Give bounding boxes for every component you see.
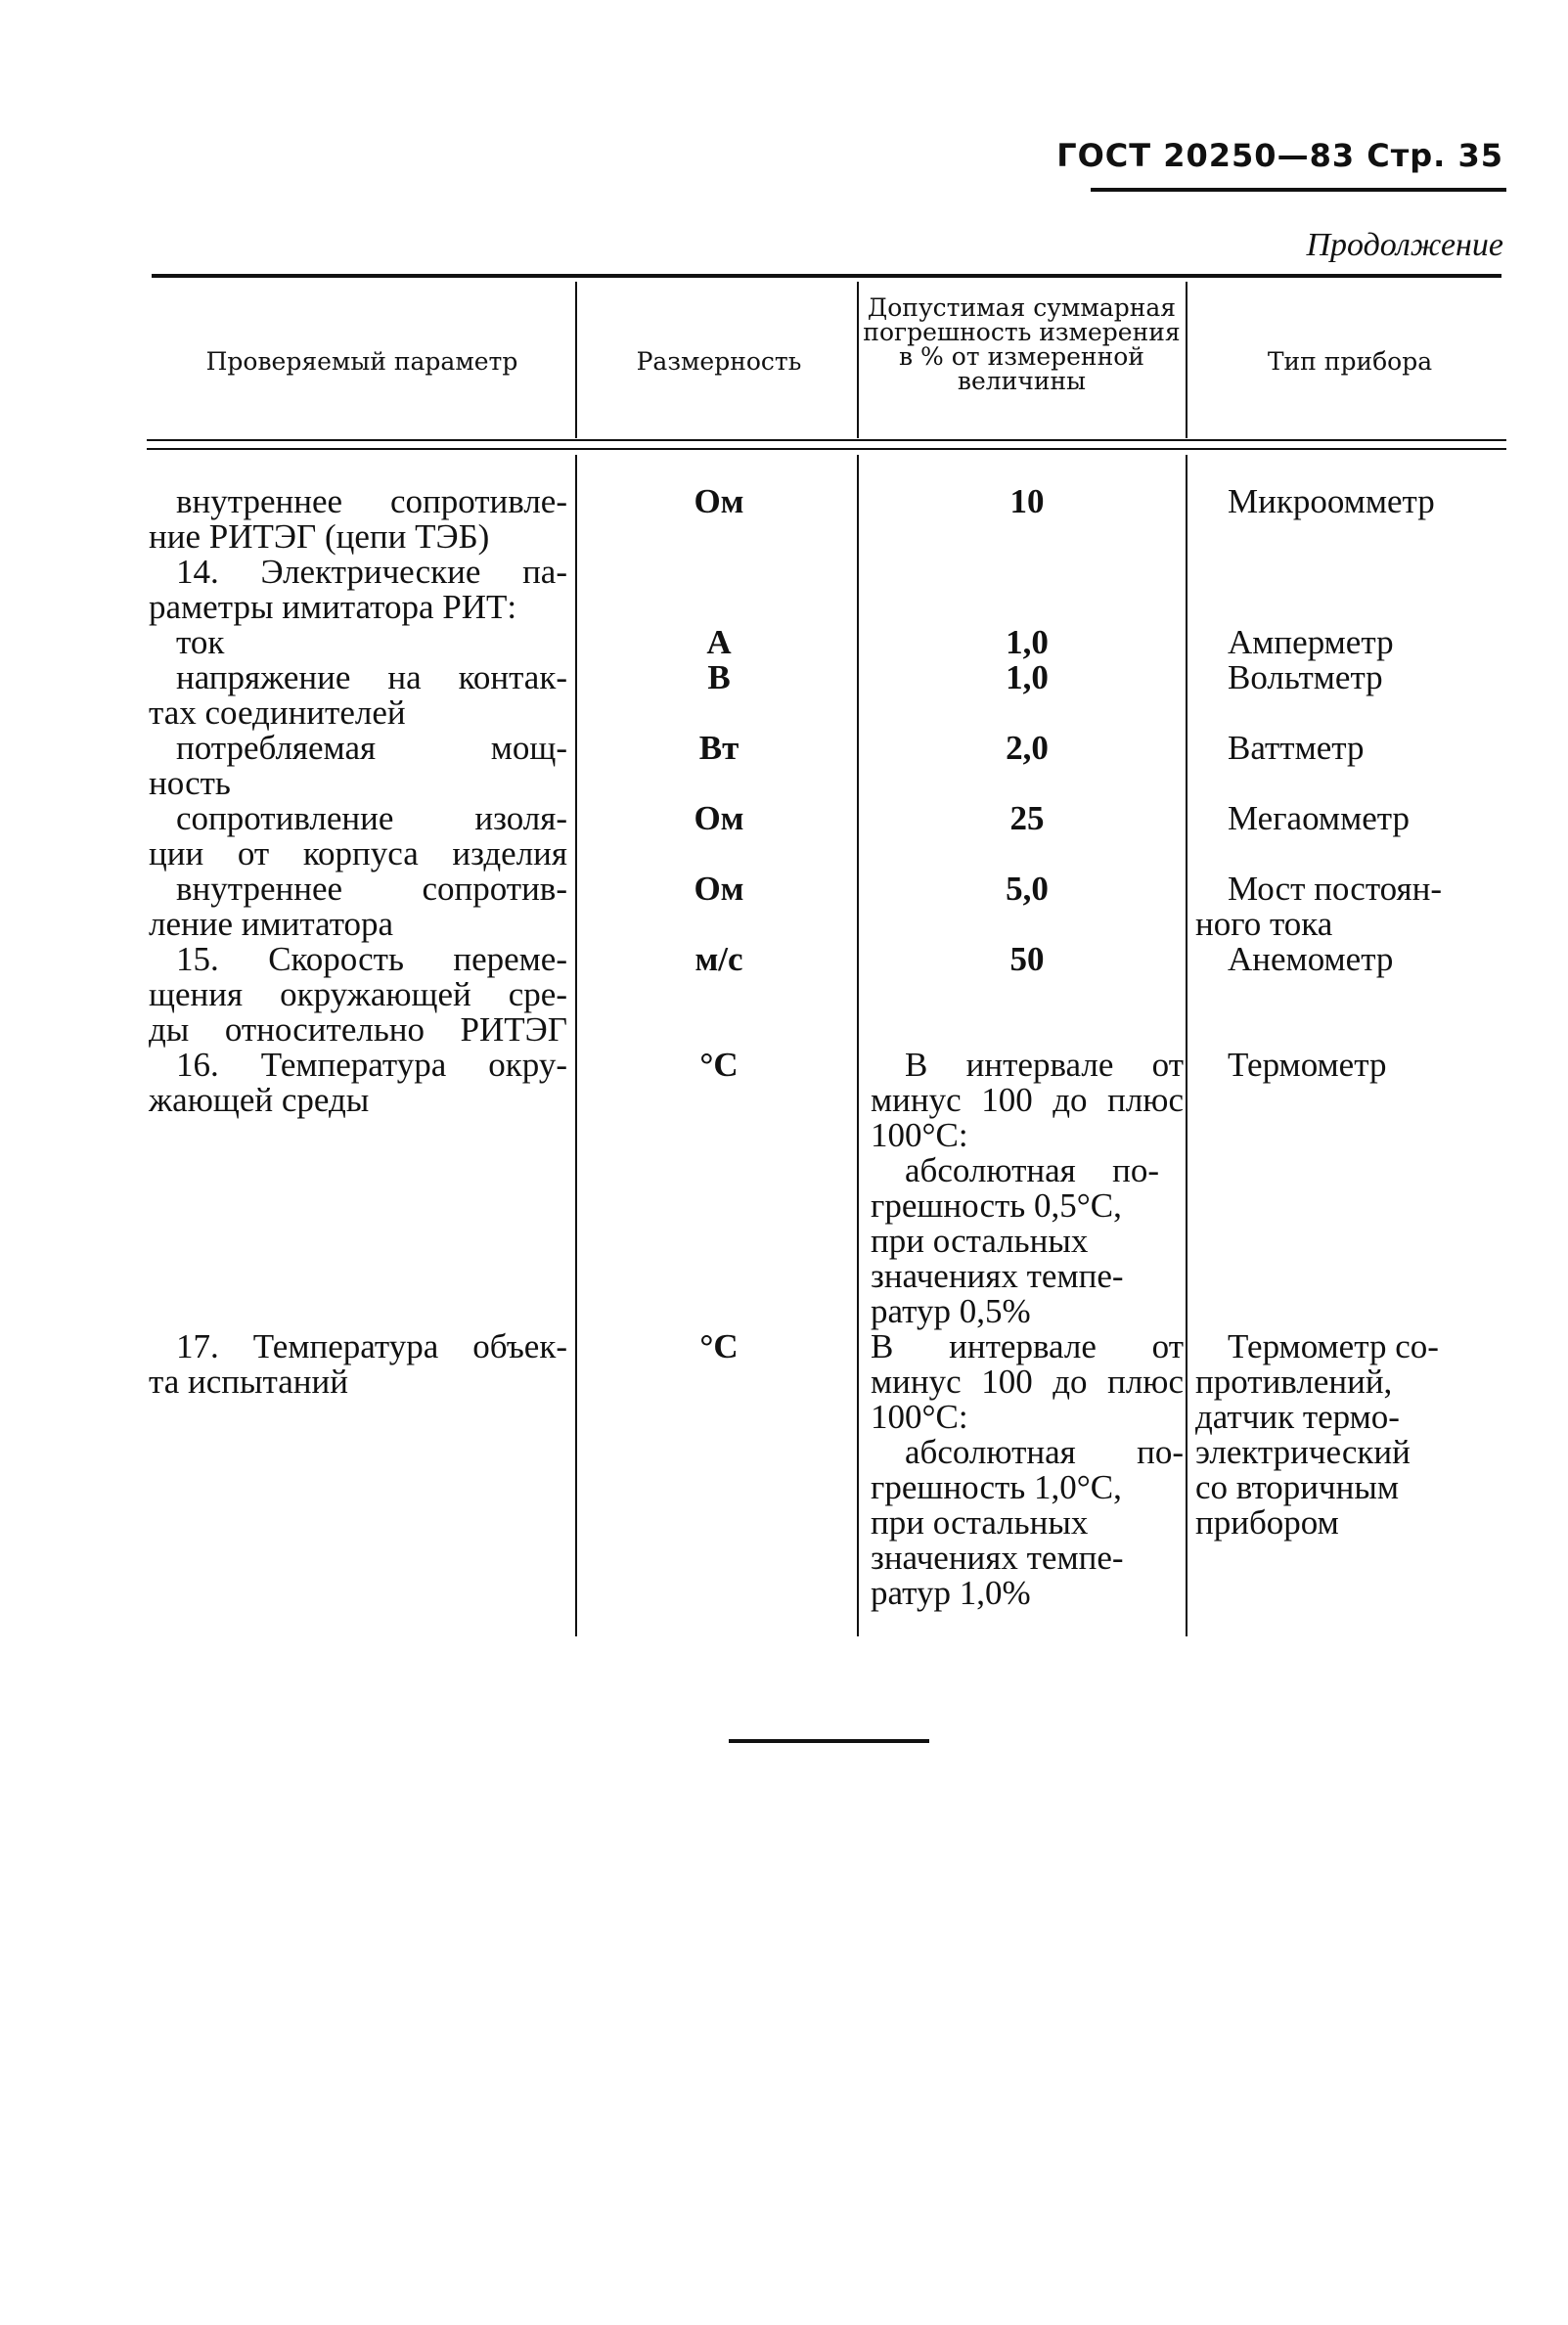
column-divider: [857, 455, 859, 1636]
row-parameter: напряжение на контак-: [176, 658, 567, 696]
row-parameter: ность: [149, 764, 231, 802]
row-device: Микроомметр: [1228, 482, 1435, 520]
column-divider: [575, 455, 577, 1636]
row-error: значениях темпе-: [871, 1539, 1124, 1577]
row-device: Мегаомметр: [1228, 799, 1410, 837]
page-header: ГОСТ 20250—83 Стр. 35: [1056, 137, 1503, 174]
row-error: ратур 1,0%: [871, 1574, 1031, 1612]
row-parameter: сопротивление изоля-: [176, 799, 567, 837]
row-error: значениях темпе-: [871, 1257, 1124, 1295]
row-parameter: тах соединителей: [149, 693, 406, 732]
row-parameter: ды относительно РИТЭГ: [149, 1010, 567, 1049]
row-unit: А: [706, 623, 732, 661]
column-divider: [575, 282, 577, 438]
row-parameter: ции от корпуса изделия: [149, 834, 567, 872]
row-device: Ваттметр: [1228, 729, 1365, 767]
row-error: при остальных: [871, 1222, 1089, 1260]
row-error: 2,0: [1006, 729, 1049, 767]
row-error: 25: [1009, 799, 1045, 837]
row-unit: °С: [699, 1327, 739, 1365]
row-error: минус 100 до плюс: [871, 1363, 1184, 1401]
row-parameter: внутреннее сопротив-: [176, 870, 567, 908]
row-error: 10: [1009, 482, 1045, 520]
column-divider: [1186, 455, 1187, 1636]
row-error: при остальных: [871, 1503, 1089, 1542]
column-divider: [857, 282, 859, 438]
table-top-rule: [152, 274, 1501, 278]
row-unit: Вт: [698, 729, 739, 767]
column-divider: [1186, 282, 1187, 438]
table-header-rule-double: [147, 448, 1506, 450]
row-error: В интервале от: [905, 1046, 1184, 1084]
row-error: абсолютная по-: [905, 1433, 1184, 1471]
row-parameter: ление имитатора: [149, 905, 394, 943]
row-device: Термометр со-: [1228, 1327, 1439, 1365]
row-device: Анемометр: [1228, 940, 1394, 978]
row-error: ратур 0,5%: [871, 1292, 1031, 1330]
row-device: Термометр: [1228, 1046, 1387, 1084]
row-error: 100°С:: [871, 1398, 968, 1436]
row-error: 1,0: [1006, 623, 1049, 661]
row-device: ного тока: [1195, 905, 1333, 943]
row-device: Амперметр: [1228, 623, 1394, 661]
continuation-label: Продолжение: [1306, 227, 1503, 263]
row-parameter: 16. Температура окру-: [176, 1046, 567, 1084]
row-unit: °С: [699, 1046, 739, 1084]
row-error: грешность 0,5°С,: [871, 1186, 1122, 1225]
row-device: прибором: [1195, 1503, 1339, 1542]
table-header-rule: [147, 439, 1506, 441]
row-parameter: ток: [176, 623, 225, 661]
row-device: электрический: [1195, 1433, 1411, 1471]
row-error: 5,0: [1006, 870, 1049, 908]
row-device: со вторичным: [1195, 1468, 1400, 1506]
row-parameter: ние РИТЭГ (цепи ТЭБ): [149, 517, 490, 556]
column-header-parameter: Проверяемый параметр: [205, 347, 518, 376]
row-parameter: внутреннее сопротивле-: [176, 482, 567, 520]
row-error: 1,0: [1006, 658, 1049, 696]
column-header-error: Допустимая суммарная погрешность измерения в % от измеренной величины: [863, 293, 1181, 395]
row-unit: В: [707, 658, 731, 696]
row-error: 100°С:: [871, 1116, 968, 1154]
row-device: датчик термо-: [1195, 1398, 1400, 1436]
row-unit: Ом: [694, 870, 744, 908]
row-error: грешность 1,0°С,: [871, 1468, 1122, 1506]
row-device: Мост постоян-: [1228, 870, 1442, 908]
row-parameter: та испытаний: [149, 1363, 348, 1401]
header-rule: [1091, 188, 1506, 192]
row-parameter: раметры имитатора РИТ:: [149, 588, 517, 626]
column-header-unit: Размерность: [636, 347, 802, 376]
row-parameter: жающей среды: [149, 1081, 370, 1119]
row-error: 50: [1009, 940, 1045, 978]
end-rule: [729, 1739, 929, 1743]
row-error: абсолютная по-: [905, 1151, 1159, 1189]
row-unit: м/с: [694, 940, 743, 978]
column-header-device: Тип прибора: [1267, 347, 1433, 376]
row-device: Вольтметр: [1228, 658, 1383, 696]
row-parameter: потребляемая мощ-: [176, 729, 567, 767]
row-unit: Ом: [694, 799, 744, 837]
row-parameter: 17. Температура объек-: [176, 1327, 567, 1365]
row-error: В интервале от: [871, 1327, 1184, 1365]
row-parameter: 14. Электрические па-: [176, 553, 567, 591]
row-parameter: 15. Скорость переме-: [176, 940, 567, 978]
row-parameter: щения окружающей сре-: [149, 975, 567, 1013]
row-device: противлений,: [1195, 1363, 1393, 1401]
row-error: минус 100 до плюс: [871, 1081, 1184, 1119]
row-unit: Ом: [694, 482, 744, 520]
